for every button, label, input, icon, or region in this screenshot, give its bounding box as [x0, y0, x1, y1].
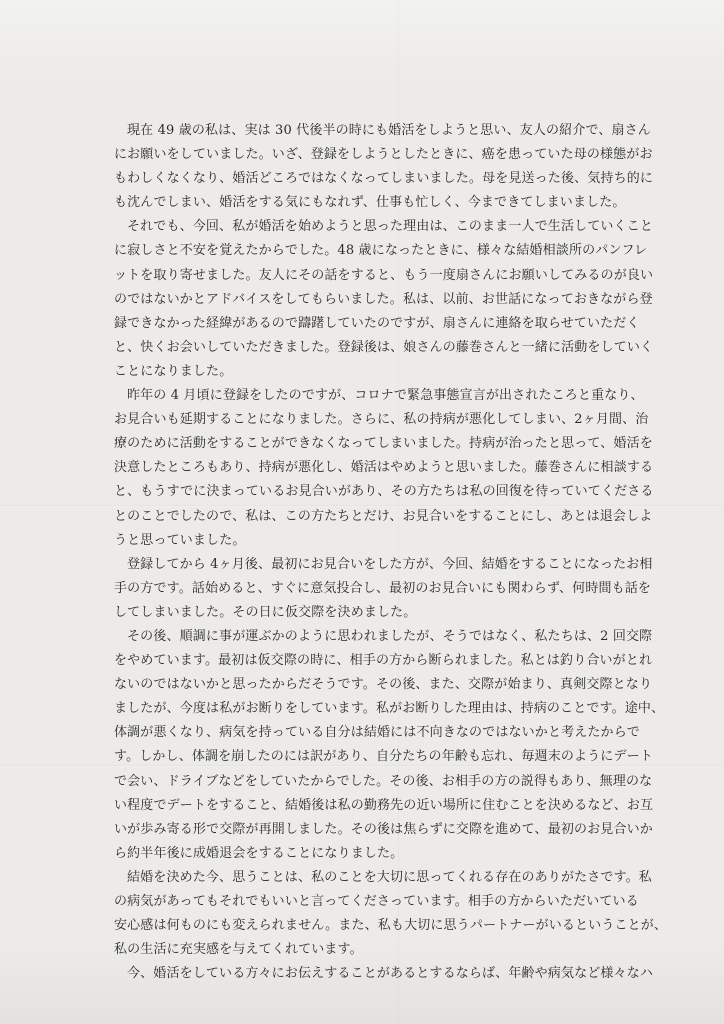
- text-line: と、もうすでに決まっているお見合いがあり、その方たちは私の回復を待っていてくださる: [114, 484, 654, 500]
- text-line: 決意したところもあり、持病が悪化し、婚活はやめようと思いました。藤巻さんに相談する: [114, 460, 654, 476]
- text-line: その後、順調に事が運ぶかのように思われましたが、そうではなく、私たちは、2 回交際: [127, 628, 653, 644]
- text-line: のではないかとアドバイスをしてもらいました。私は、以前、お世話になっておきながら登: [114, 291, 653, 307]
- text-line: 体調が悪くなり、病気を持っている自分は結婚には不向きなのではないかと考えたからで: [114, 725, 640, 741]
- text-line: も沈んでしまい、婚活をする気にもなれず、仕事も忙しく、今まできてしまいました。: [114, 195, 626, 211]
- text-line: 安心感は何ものにも変えられません。また、私も大切に思うパートナーがいるということが、: [114, 918, 668, 934]
- text-line: 結婚を決めた今、思うことは、私のことを大切に思ってくれる存在のありがたさです。私: [127, 869, 652, 885]
- text-line: 録できなかった経緯があるので躊躇していたのですが、扇さんに連絡を取らせていただく: [114, 315, 640, 331]
- text-line: それでも、今回、私が婚活を始めようと思った理由は、このまま一人で生活していくこと: [127, 219, 654, 235]
- text-line: ないのではないかと思ったからだそうです。その後、また、交際が始まり、真剣交際となり: [114, 677, 653, 693]
- text-line: 手の方です。話始めると、すぐに意気投合し、最初のお見合いにも関わらず、何時間も話を: [114, 580, 652, 596]
- text-line: 今、婚活をしている方々にお伝えすることがあるとするならば、年齢や病気など様々なハ: [127, 966, 654, 982]
- text-line: ましたが、今度は私がお断りをしています。私がお断りした理由は、持病のことです。途中、: [114, 701, 665, 717]
- text-line: もわしくなくなり、婚活どころではなくなってしまいました。母を見送った後、気持ち的に: [114, 171, 654, 187]
- text-line: と、快くお会いしていただきました。登録後は、娘さんの藤巻さんと一緒に活動をしていく: [114, 339, 654, 355]
- text-line: ットを取り寄せました。友人にその話をすると、もう一度扇さんにお願いしてみるのが良い: [114, 267, 654, 283]
- text-line: の病気があってもそれでもいいと言ってくださっています。相手の方からいただいている: [114, 894, 639, 909]
- text-line: いが歩み寄る形で交際が再開しました。その後は焦らずに交際を進めて、最初のお見合いか: [114, 821, 653, 837]
- text-line: してしまいました。その日に仮交際を決めました。: [114, 604, 417, 620]
- text-line: 登録してから 4ヶ月後、最初にお見合いをした方が、今回、結婚をすることになったお相: [127, 556, 653, 572]
- text-line: うと思っていました。: [114, 532, 246, 548]
- text-line: す。しかし、体調を崩したのには訳があり、自分たちの年齢も忘れ、毎週末のようにデート: [114, 749, 653, 765]
- text-line: にお願いをしていました。いざ、登録をしようとしたときに、癌を患っていた母の様態がお: [114, 147, 653, 163]
- text-line: 療のために活動をすることができなくなってしまいました。持病が治ったと思って、婚活を: [114, 436, 653, 452]
- text-line: ことになりました。: [114, 363, 233, 379]
- text-line: 現在 49 歳の私は、実は 30 代後半の時にも婚活をしようと思い、友人の紹介で、扇さん: [127, 123, 651, 138]
- text-line: をやめています。最初は仮交際の時に、相手の方から断られました。私とは釣り合いがとれ: [114, 653, 653, 669]
- text-line: に寂しさと不安を覚えたからでした。48 歳になったときに、様々な結婚相談所のパンフレ: [114, 243, 648, 259]
- letter-body: [114, 119, 668, 986]
- text-line: 私の生活に充実感を与えてくれています。: [114, 942, 363, 958]
- text-line: とのことでしたので、私は、この方たちとだけ、お見合いをすることにし、あとは退会しよ: [114, 508, 653, 524]
- text-line: 昨年の 4 月頃に登録をしたのですが、コロナで緊急事態宣言が出されたころと重なり、: [127, 388, 644, 404]
- text-line: で会い、ドライブなどをしていたからでした。その後、お相手の方の説得もあり、無理のな: [114, 773, 653, 789]
- text-line: お見合いも延期することになりました。さらに、私の持病が悪化してしまい、2ヶ月間、治: [114, 412, 649, 428]
- text-line: い程度でデートをすること、結婚後は私の勤務先の近い場所に住むことを決めるなど、お互: [114, 797, 654, 813]
- text-line: ら約半年後に成婚退会をすることになりました。: [114, 845, 404, 861]
